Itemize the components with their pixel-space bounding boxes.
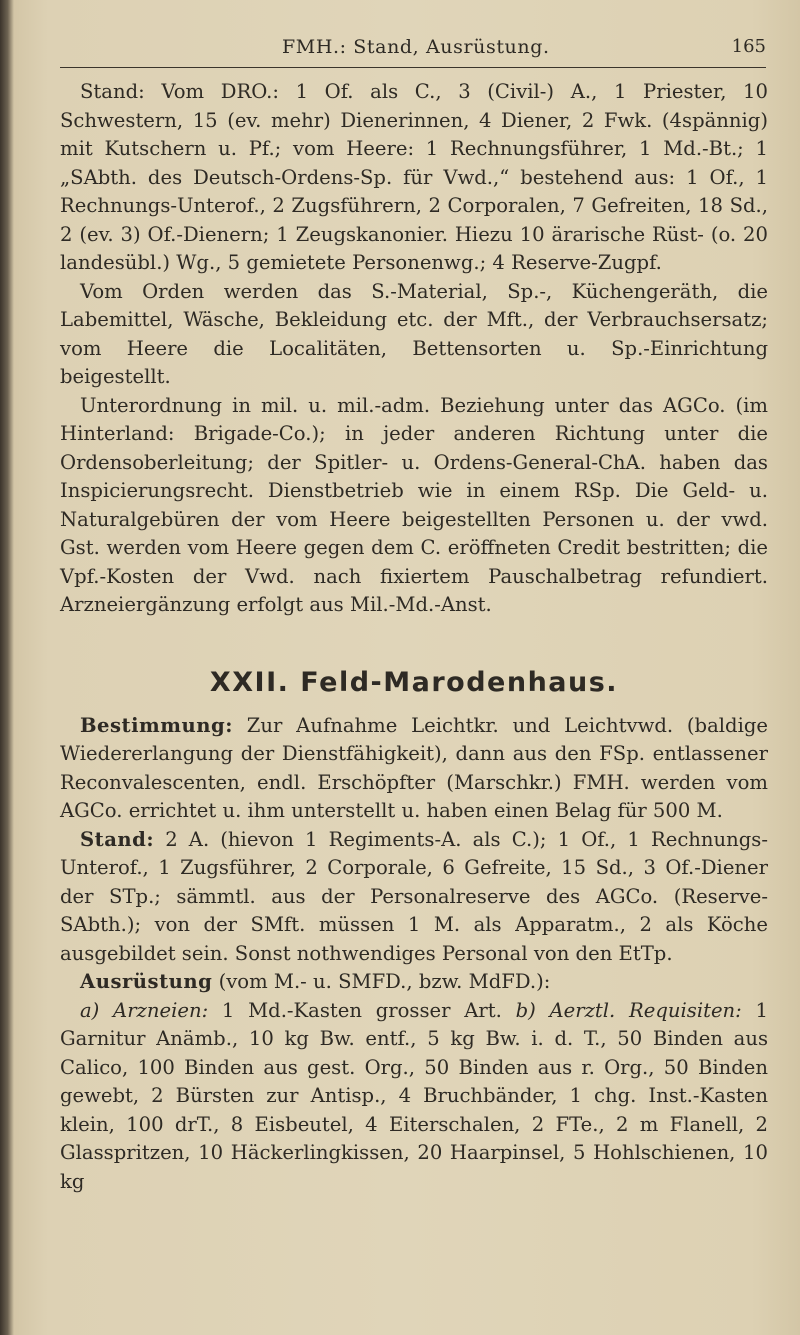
stand-2-text: 2 A. (hievon 1 Regiments-A. als C.); 1 Of., 1 Rechnungs-Unterof., 1 Zugsführer, 2 Corporale, 6 Gefreite, 15 Sd., 3 Of.-Diener der STp.; sämmtl. aus der Personalreserve des AGCo. (Reserve-SAbth.); von der SMft. müssen 1 M. als Apparatm., 2 als Köche ausgebildet sein. Sonst nothwendiges Personal von den EtTp.: [60, 827, 768, 965]
page-number: 165: [731, 36, 766, 57]
paragraph-orden: [60, 278, 768, 392]
section-heading: XXII. Feld-Marodenhaus.: [209, 666, 619, 698]
paragraph-stand-text: Stand: Vom DRO.: 1 Of. als C., 3 (Civil-) A., 1 Priester, 10 Schwestern, 15 (ev. mehr) Dienerinnen, 4 Diener, 2 Fwk. (4spännig) mit Kutschern u. Pf.; vom Heere: 1 Rechnungsführer, 1 Md.-Bt.; 1 „SAbth. des Deutsch-Ordens-Sp. für Vwd.,“ bestehend aus: 1 Of., 1 Rechnungs-Unterof., 2 Zugsführern, 2 Corporalen, 7 Gefreiten, 18 Sd., 2 (ev. 3) Of.-Dienern; 1 Zeugskanonier. Hiezu 10 ärarische Rüst- (o. 20 landesübl.) Wg., 5 gemietete Personenwg.; 4 Reserve-Zugpf.: [60, 80, 768, 274]
running-head: FMH.: Stand, Ausrüstung.: [282, 36, 550, 58]
ausruestung-text: (vom M.- u. SMFD., bzw. MdFD.):: [218, 970, 551, 993]
paragraph-unterordnung: [60, 392, 768, 620]
item-b-label: b) Aerztl. Requisiten:: [515, 998, 742, 1022]
bestimmung-label: Bestimmung:: [80, 713, 233, 737]
book-spine-shadow: [0, 0, 14, 1335]
paragraph-orden-text: Vom Orden werden das S.-Material, Sp.-, Küchengeräth, die Labemittel, Wäsche, Bekleidung etc. der Mft., der Verbrauchsersatz; vom Heere die Localitäten, Bettensorten u. Sp.-Einrichtung beigestellt.: [60, 279, 768, 388]
paragraph-ausruestung: [60, 968, 768, 997]
item-b-text: 1 Garnitur Anämb., 10 kg Bw. entf., 5 kg Bw. i. d. T., 50 Binden aus Calico, 100 Binden aus gest. Org., 50 Binden aus r. Org., 50 Binden gewebt, 2 Bürsten zur Antisp., 4 Bruchbänder, 1 chg. Inst.-Kasten klein, 100 drT., 8 Eisbeutel, 4 Eiterschalen, 2 FTe., 2 m Flanell, 2 Glasspritzen, 10 Häckerlingkissen, 20 Haarpinsel, 5 Hohlschienen, 10 kg: [60, 998, 768, 1193]
paragraph-stand: [60, 78, 768, 278]
page-header: [60, 28, 766, 68]
paragraph-bestimmung: [60, 712, 768, 826]
ausruestung-label: Ausrüstung: [80, 970, 213, 993]
item-a-label: a) Arzneien:: [80, 998, 209, 1022]
paragraph-unterordnung-text: Unterordnung in mil. u. mil.-adm. Beziehung unter das AGCo. (im Hinterland: Brigade-Co.); in jeder anderen Richtung unter die Ordensoberleitung; der Spitler- u. Ordens-General-ChA. haben das Inspicierungsrecht. Dienstbetrieb wie in einem RSp. Die Geld- u. Naturalgebüren der vom Heere beigestellten Personen u. der vwd. Gst. werden vom Heere gegen dem C. eröffneten Credit bestritten; die Vpf.-Kosten der Vwd. nach fixiertem Pauschalbetrag refundiert. Arzneiergänzung erfolgt aus Mil.-Md.-Anst.: [60, 393, 768, 616]
paragraph-items: [60, 997, 768, 1197]
page-body: [60, 78, 768, 1196]
paragraph-stand-2: [60, 826, 768, 969]
item-a-text: 1 Md.-Kasten grosser Art.: [221, 998, 502, 1022]
stand-2-label: Stand:: [80, 827, 155, 851]
header-rule: [60, 67, 766, 68]
bestimmung-text: Zur Aufnahme Leichtkr. und Leichtvwd. (baldige Wiedererlangung der Dienstfähigkeit), dann aus den FSp. entlassener Reconvalescenten, endl. Erschöpfter (Marschkr.) FMH. werden vom AGCo. errichtet u. ihm unterstellt u. haben einen Belag für 500 M.: [60, 713, 768, 822]
